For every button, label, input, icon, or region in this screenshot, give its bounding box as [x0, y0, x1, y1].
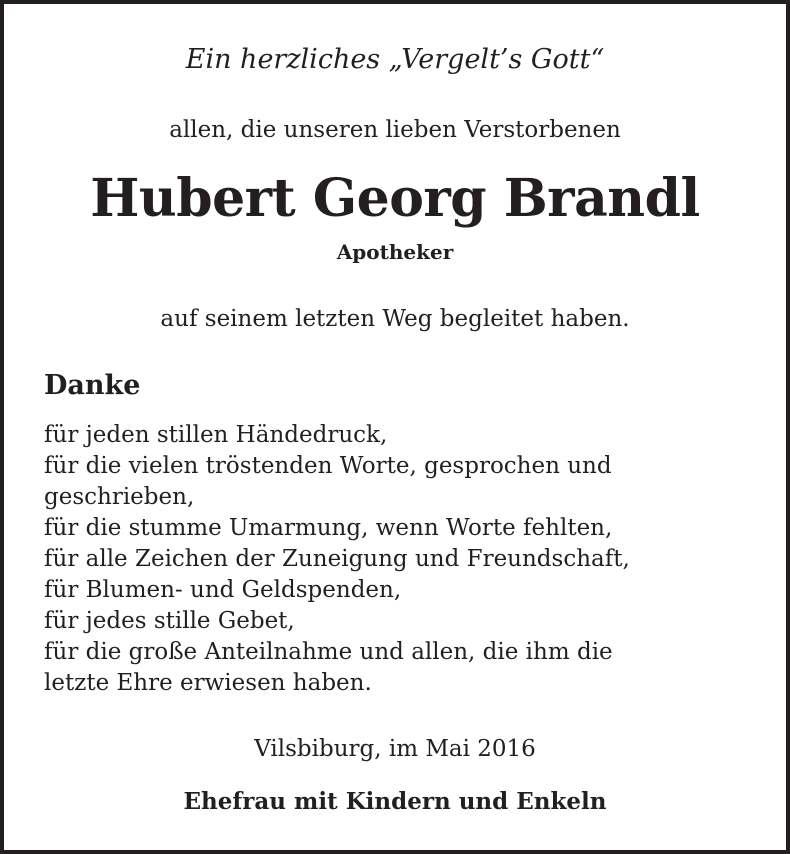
intro-line: Ein herzliches „Vergelt’s Gott“ [185, 44, 605, 75]
thanks-line: für die stumme Umarmung, wenn Worte fehlten, [44, 515, 613, 541]
deceased-profession: Apotheker [336, 240, 454, 264]
thanks-line: für jedes stille Gebet, [44, 608, 295, 634]
thanks-line: geschrieben, [44, 484, 195, 510]
thanks-line: für alle Zeichen der Zuneigung und Freundschaft, [44, 546, 630, 572]
recipients-line: allen, die unseren lieben Verstorbenen [169, 117, 621, 143]
place-date: Vilsbiburg, im Mai 2016 [254, 736, 536, 762]
thanks-line: für Blumen- und Geldspenden, [44, 577, 402, 603]
thanks-line: für jeden stillen Händedruck, [44, 422, 388, 448]
deceased-name: Hubert Georg Brandl [90, 168, 700, 229]
accompaniment-line: auf seinem letzten Weg begleitet haben. [160, 306, 630, 332]
danke-heading: Danke [44, 370, 141, 401]
signature: Ehefrau mit Kindern und Enkeln [183, 788, 607, 815]
thanks-list [44, 420, 744, 699]
thanks-line: für die große Anteilnahme und allen, die ihm die [44, 639, 613, 665]
thanks-line: letzte Ehre erwiesen haben. [44, 670, 372, 696]
thanks-line: für die vielen tröstenden Worte, gesprochen und [44, 453, 612, 479]
